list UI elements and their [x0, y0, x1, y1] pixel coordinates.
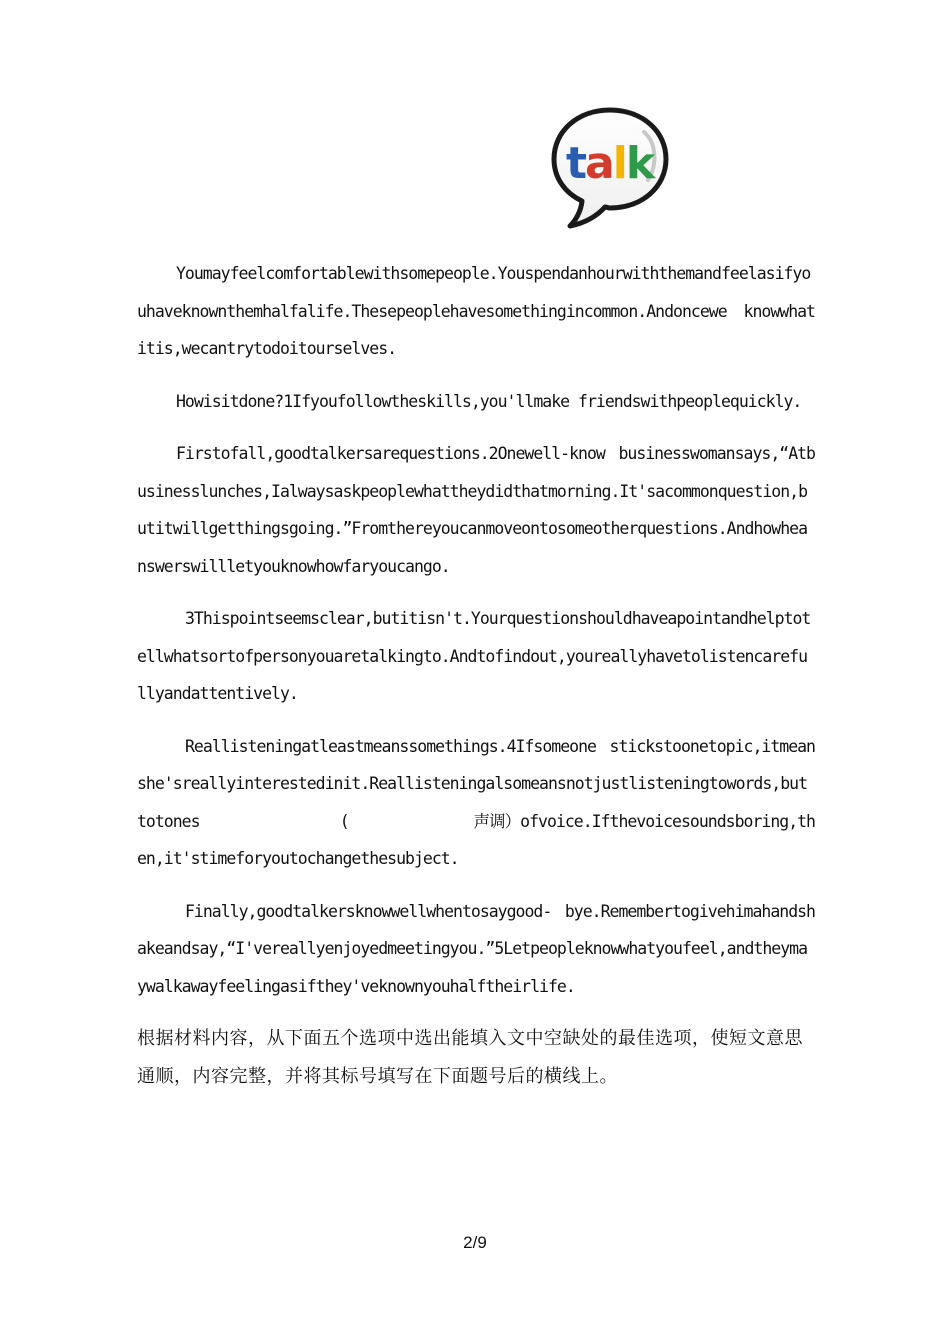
talk-logo-icon: [548, 104, 672, 230]
article-body: [137, 255, 815, 1095]
page-number: 2/9: [463, 1233, 487, 1252]
question-instruction: 根据材料内容，从下面五个选项中选出能填入文中空缺处的最佳选项，使短文意思通顺，内容完整，并将其标号填写在下面题号后的横线上。: [137, 1028, 803, 1087]
logo-letter-t: t: [566, 138, 586, 189]
paragraph-finally: Finally,goodtalkersknowwellwhentosaygood- bye.Remembertogivehimahandshakeandsay,“I'vereallyenjoyedmeetingyou.”5Letpeopleknowwhatyoufeel,andtheymaywalkawayfeelingasifthey'veknownyouhalftheirlife.: [137, 901, 815, 996]
svg-text:talk: [566, 138, 657, 189]
paragraph-intro: Youmayfeelcomfortablewithsomepeople.Youspendanhourwiththemandfeelasifyouhaveknownthemhalfalife.Thesepeoplehavesomethingincommon.Andoncewe knowwhatitis,wecantrytodoitourselves.: [137, 264, 815, 358]
logo-letter-l: l: [612, 138, 626, 189]
logo-letter-k: k: [625, 138, 654, 189]
logo-letter-a: a: [585, 138, 613, 189]
paragraph-first: Firstofall,goodtalkersarequestions.2Onewell-know businesswomansays,“Atbusinesslunches,Ialwaysaskpeoplewhattheydidthatmorning.It'sacommonquestion,butitwillgetthingsgoing.”Fromthereyoucanmoveontosomeotherquestions.Andhowheanswerswillletyouknowhowfaryoucango.: [137, 444, 815, 576]
paragraph-listening: Reallisteningatleastmeanssomethings.4Ifsomeone stickstoonetopic,itmeanshe'sreallyinterestedinit.Reallisteningalsomeansnotjustlisteningtowords,buttotones ( 声调）ofvoice.Ifthevoicesoundsboring,then,it'stimeforyoutochangethesubject.: [137, 736, 815, 868]
paragraph-how: Howisitdone?1Ifyoufollowtheskills,you'llmake friendswithpeoplequickly.: [176, 391, 802, 411]
paragraph-point: 3Thispointseemsclear,butitisn't.Yourquestionshouldhaveapointandhelptotellwhatsortofpersonyouaretalkingto.Andtofindout,youreallyhavetolistencarefullyandattentively.: [137, 609, 811, 703]
